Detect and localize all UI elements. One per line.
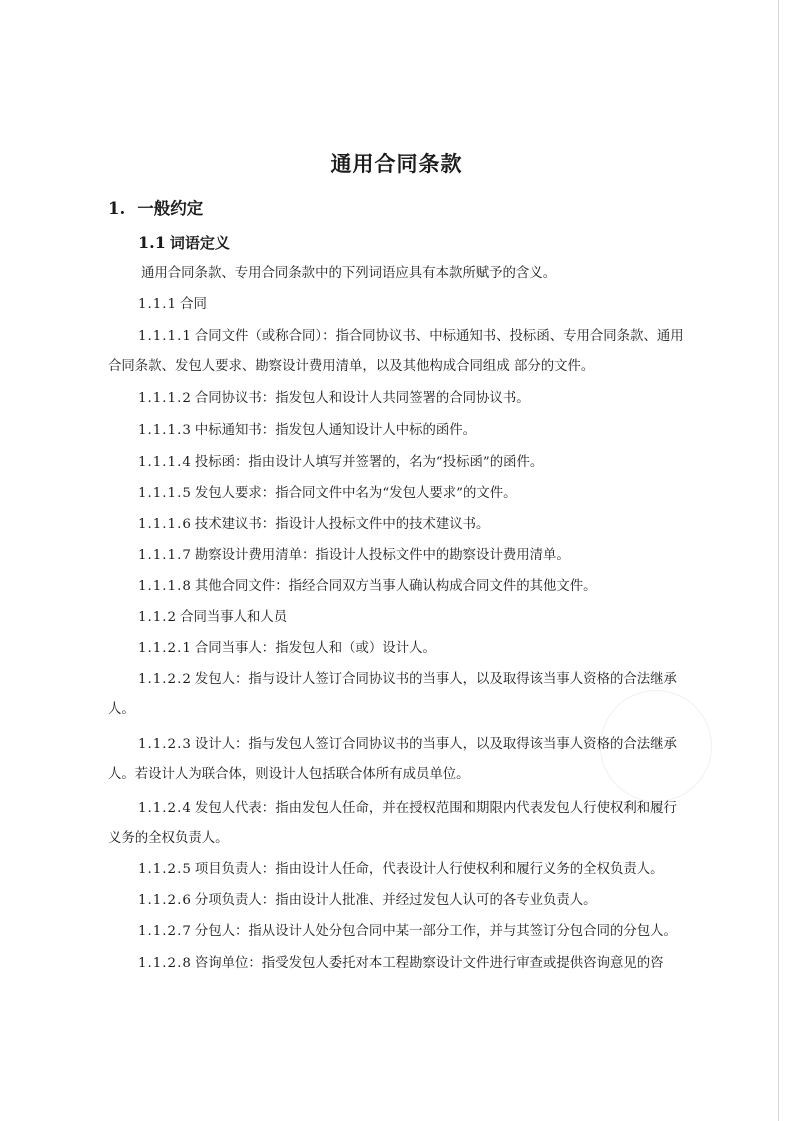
clause-number: 1.1.1.7 xyxy=(138,548,192,563)
paragraph xyxy=(108,794,688,854)
subsection-heading xyxy=(138,232,230,253)
paragraph xyxy=(108,448,688,478)
paragraph xyxy=(108,572,688,602)
clause-text: 分包人：指从设计人处分包合同中某一部分工作，并与其签订分包合同的分包人。 xyxy=(194,924,677,939)
clause-text: 发包人要求：指合同文件中名为“发包人要求”的文件。 xyxy=(194,486,517,501)
clause-number: 1.1.1.1 xyxy=(138,329,192,344)
paragraph xyxy=(108,541,688,571)
clause-number: 1.1.2.3 xyxy=(138,737,192,752)
subsection-title: 词语定义 xyxy=(169,234,230,252)
paragraph xyxy=(108,290,688,320)
paragraph xyxy=(108,603,688,633)
clause-text: 通用合同条款、专用合同条款中的下列词语应具有本款所赋予的含义。 xyxy=(141,266,557,281)
clause-text: 中标通知书：指发包人通知设计人中标的函件。 xyxy=(194,423,477,438)
clause-text: 合同协议书：指发包人和设计人共同签署的合同协议书。 xyxy=(194,391,530,406)
clause-text: 设计人：指与发包人签订合同协议书的当事人，以及取得该当事人资格的合法继承人。若设计人为联合体，则设计人包括联合体所有成员单位。 xyxy=(108,737,677,782)
clause-number: 1.1.1.6 xyxy=(138,517,192,532)
paragraph xyxy=(108,730,688,790)
clause-number: 1.1.1.5 xyxy=(138,486,192,501)
clause-number: 1.1.1.4 xyxy=(138,455,192,470)
clause-text: 发包人代表：指由发包人任命，并在授权范围和期限内代表发包人行使权利和履行义务的全权负责人。 xyxy=(108,801,677,846)
clause-text: 投标函：指由设计人填写并签署的，名为“投标函”的函件。 xyxy=(194,455,544,470)
section-title: 一般约定 xyxy=(137,199,204,218)
clause-text: 合同当事人：指发包人和（或）设计人。 xyxy=(194,641,436,656)
clause-number: 1.1.1 xyxy=(138,297,178,312)
clause-number: 1.1.2.6 xyxy=(138,893,192,908)
paragraph xyxy=(108,322,688,382)
paragraph xyxy=(108,665,688,725)
paragraph xyxy=(108,259,688,289)
clause-text: 合同文件（或称合同）：指合同协议书、中标通知书、投标函、专用合同条款、通用合同条款、发包人要求、勘察设计费用清单，以及其他构成合同组成 部分的文件。 xyxy=(108,329,684,374)
clause-text: 勘察设计费用清单：指设计人投标文件中的勘察设计费用清单。 xyxy=(194,548,570,563)
clause-number: 1.1.1.8 xyxy=(138,579,192,594)
clause-text: 其他合同文件：指经合同双方当事人确认构成合同文件的其他文件。 xyxy=(194,579,597,594)
paragraph xyxy=(108,886,688,916)
clause-text: 合同 xyxy=(180,297,207,312)
paragraph xyxy=(108,384,688,414)
clause-number: 1.1.2.5 xyxy=(138,862,192,877)
document-title: 通用合同条款 xyxy=(330,152,463,176)
clause-number: 1.1.2.1 xyxy=(138,641,192,656)
paragraph xyxy=(108,479,688,509)
clause-number: 1.1.2 xyxy=(138,610,178,625)
clause-text: 咨询单位：指受发包人委托对本工程勘察设计文件进行审查或提供咨询意见的咨 xyxy=(194,956,664,971)
clause-number: 1.1.1.3 xyxy=(138,423,192,438)
section-heading xyxy=(108,195,203,219)
paragraph xyxy=(108,510,688,540)
paragraph xyxy=(108,949,688,979)
clause-text: 项目负责人：指由设计人任命，代表设计人行使权利和履行义务的全权负责人。 xyxy=(194,862,664,877)
paragraph xyxy=(108,855,688,885)
clause-number: 1.1.2.7 xyxy=(138,924,192,939)
clause-text: 分项负责人：指由设计人批准、并经过发包人认可的各专业负责人。 xyxy=(194,893,597,908)
clause-text: 发包人：指与设计人签订合同协议书的当事人，以及取得该当事人资格的合法继承人。 xyxy=(108,672,677,717)
paragraph xyxy=(108,634,688,664)
clause-number: 1.1.2.2 xyxy=(138,672,192,687)
clause-number: 1.1.1.2 xyxy=(138,391,192,406)
paragraph xyxy=(108,416,688,446)
clause-number: 1.1.2.4 xyxy=(138,801,192,816)
clause-number: 1.1.2.8 xyxy=(138,956,192,971)
clause-text: 技术建议书：指设计人投标文件中的技术建议书。 xyxy=(194,517,490,532)
section-number: 1. xyxy=(108,199,126,218)
clause-text: 合同当事人和人员 xyxy=(180,610,288,625)
paragraph xyxy=(108,917,688,947)
subsection-number: 1.1 xyxy=(138,233,166,252)
